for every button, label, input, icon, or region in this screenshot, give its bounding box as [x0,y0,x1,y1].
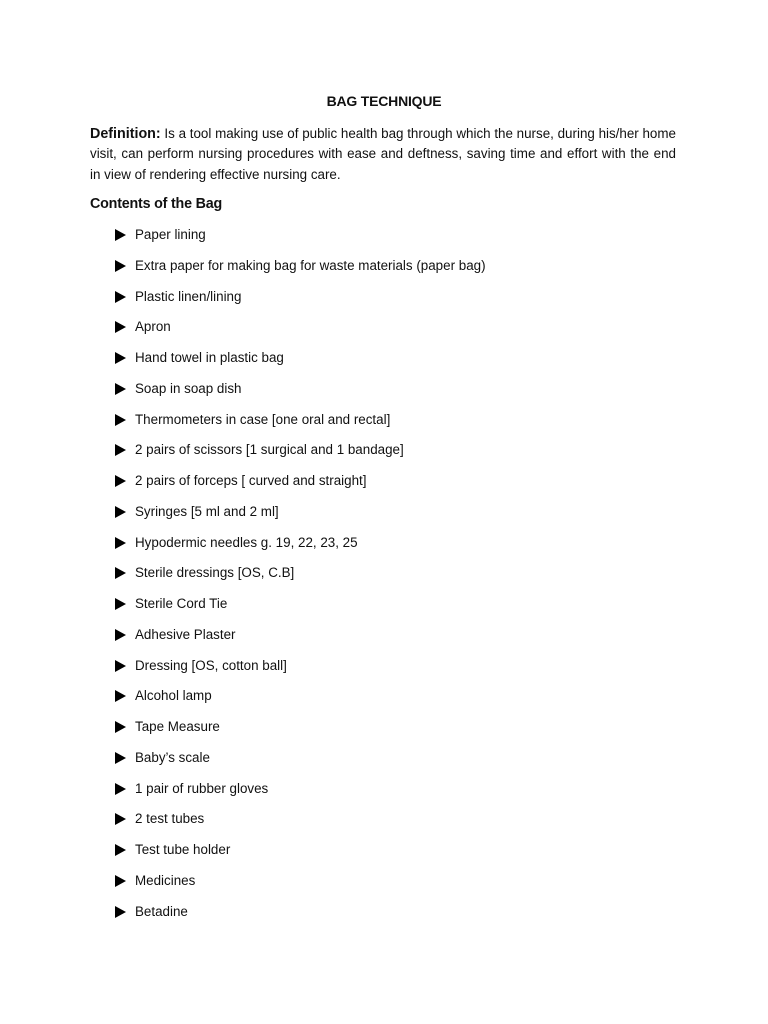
list-item-text: Baby’s scale [135,749,210,765]
list-item-text: Sterile dressings [OS, C.B] [135,565,295,581]
triangle-bullet-icon [115,506,126,518]
list-item [0,749,768,780]
list-item-text: Adhesive Plaster [135,626,236,642]
list-item [0,657,768,688]
list-item [0,718,768,749]
list-item [0,810,768,841]
list-item [0,687,768,718]
list-item-text: Syringes [5 ml and 2 ml] [135,503,279,519]
triangle-bullet-icon [115,352,126,364]
list-item-text: Soap in soap dish [135,380,242,396]
triangle-bullet-icon [115,752,126,764]
list-item [0,318,768,349]
list-item [0,411,768,442]
triangle-bullet-icon [115,321,126,333]
list-item-text: Thermometers in case [one oral and rectal] [135,411,391,427]
triangle-bullet-icon [115,690,126,702]
list-item [0,441,768,472]
bag-contents-list [0,226,768,933]
triangle-bullet-icon [115,291,126,303]
triangle-bullet-icon [115,537,126,549]
list-item-text: 2 pairs of forceps [ curved and straight] [135,473,367,488]
definition-text: Is a tool making use of public health bag through which the nurse, during his/her home visit, can perform nursing procedures with ease and deftness, saving time and effort with the end in view of rendering effective nursing care. [90,126,676,182]
list-item-text: Hypodermic needles g. 19, 22, 23, 25 [135,534,358,550]
triangle-bullet-icon [115,875,126,887]
list-item [0,841,768,872]
triangle-bullet-icon [115,260,126,272]
list-item-text: Apron [135,319,171,335]
triangle-bullet-icon [115,444,126,456]
list-item-text: 2 pairs of scissors [1 surgical and 1 bandage] [135,442,404,458]
list-item-text: Dressing [OS, cotton ball] [135,657,287,673]
list-item [0,349,768,380]
list-item-text: Extra paper for making bag for waste materials (paper bag) [135,257,486,273]
list-item-text: 2 test tubes [135,811,205,827]
triangle-bullet-icon [115,844,126,856]
list-item [0,503,768,534]
list-item-text: Tape Measure [135,719,220,734]
triangle-bullet-icon [115,629,126,641]
list-item [0,288,768,319]
triangle-bullet-icon [115,906,126,918]
list-item [0,257,768,288]
definition-label: Definition: [90,126,161,142]
list-item-text: Plastic linen/lining [135,288,242,304]
list-item-text: 1 pair of rubber gloves [135,780,269,796]
list-item [0,564,768,595]
triangle-bullet-icon [115,567,126,579]
list-item-text: Sterile Cord Tie [135,596,228,611]
list-item-text: Test tube holder [135,842,231,857]
list-item-text: Alcohol lamp [135,688,212,704]
list-item-text: Medicines [135,872,196,888]
list-item [0,626,768,657]
triangle-bullet-icon [115,660,126,672]
triangle-bullet-icon [115,721,126,733]
list-item-text: Hand towel in plastic bag [135,350,284,365]
contents-heading: Contents of the Bag [90,196,223,212]
list-item [0,595,768,626]
definition-paragraph [90,124,676,185]
triangle-bullet-icon [115,383,126,395]
list-item [0,903,768,934]
list-item-text: Paper lining [135,227,206,242]
triangle-bullet-icon [115,475,126,487]
list-item [0,380,768,411]
list-item [0,872,768,903]
list-item [0,226,768,257]
list-item [0,534,768,565]
triangle-bullet-icon [115,813,126,825]
triangle-bullet-icon [115,414,126,426]
list-item [0,472,768,503]
list-item-text: Betadine [135,903,188,919]
list-item [0,780,768,811]
triangle-bullet-icon [115,783,126,795]
page-title: BAG TECHNIQUE [326,93,442,109]
triangle-bullet-icon [115,229,126,241]
triangle-bullet-icon [115,598,126,610]
